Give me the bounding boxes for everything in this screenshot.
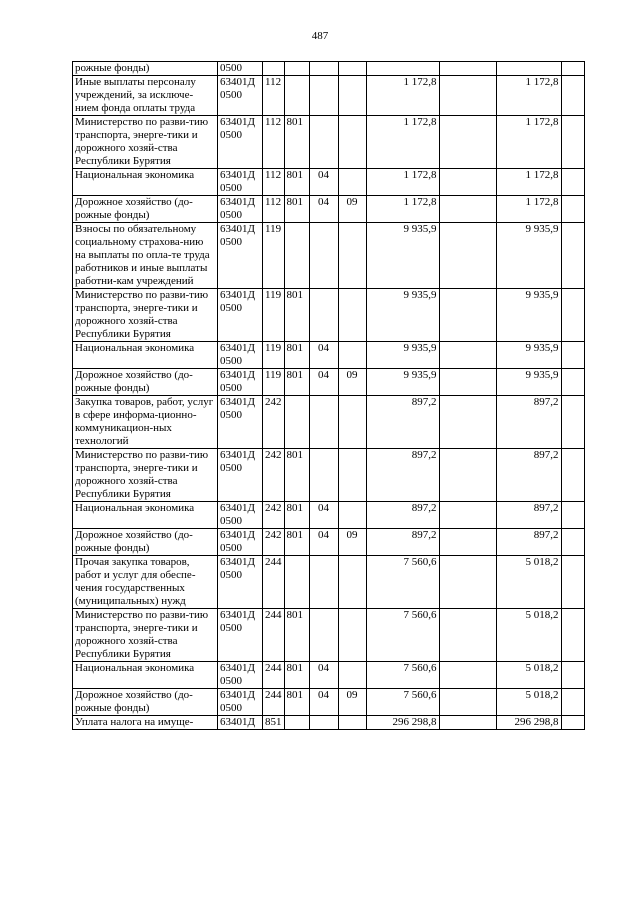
row-code: 63401Д 0500 xyxy=(218,369,263,396)
row-empty-cell xyxy=(561,449,584,502)
row-subsection xyxy=(338,716,366,730)
row-empty-cell xyxy=(439,716,496,730)
row-amount: 9 935,9 xyxy=(366,342,439,369)
row-amount: 7 560,6 xyxy=(366,556,439,609)
row-expense-type: 244 xyxy=(263,609,285,662)
row-empty-cell xyxy=(561,369,584,396)
row-subsection xyxy=(338,342,366,369)
row-ministry-code: 801 xyxy=(284,289,309,342)
row-section xyxy=(309,716,338,730)
row-name: Уплата налога на имуще- xyxy=(73,716,218,730)
row-name: Министерство по разви-тию транспорта, энерге-тики и дорожного хозяй-ства Республики Бурятия xyxy=(73,289,218,342)
row-empty-cell xyxy=(561,169,584,196)
row-empty-cell xyxy=(561,609,584,662)
row-expense-type: 244 xyxy=(263,689,285,716)
row-expense-type: 851 xyxy=(263,716,285,730)
row-code: 63401Д 0500 xyxy=(218,342,263,369)
budget-table-body xyxy=(73,62,585,730)
row-amount-2: 1 172,8 xyxy=(496,169,561,196)
row-expense-type: 242 xyxy=(263,449,285,502)
row-empty-cell xyxy=(439,342,496,369)
row-empty-cell xyxy=(561,223,584,289)
row-empty-cell xyxy=(561,76,584,116)
row-code: 63401Д 0500 xyxy=(218,76,263,116)
row-section xyxy=(309,62,338,76)
row-ministry-code: 801 xyxy=(284,529,309,556)
row-name: Прочая закупка товаров, работ и услуг для обеспе-чения государственных (муниципальных) нужд xyxy=(73,556,218,609)
row-empty-cell xyxy=(439,223,496,289)
row-expense-type: 119 xyxy=(263,289,285,342)
row-empty-cell xyxy=(439,62,496,76)
row-expense-type: 242 xyxy=(263,529,285,556)
row-empty-cell xyxy=(439,116,496,169)
row-empty-cell xyxy=(561,529,584,556)
table-row xyxy=(73,609,585,662)
row-name: Иные выплаты персоналу учреждений, за исключе-нием фонда оплаты труда xyxy=(73,76,218,116)
row-code: 63401Д 0500 xyxy=(218,556,263,609)
row-expense-type: 112 xyxy=(263,196,285,223)
row-empty-cell xyxy=(439,529,496,556)
budget-table xyxy=(72,61,585,730)
row-subsection: 09 xyxy=(338,529,366,556)
row-name: Национальная экономика xyxy=(73,169,218,196)
row-amount: 1 172,8 xyxy=(366,116,439,169)
row-amount-2: 5 018,2 xyxy=(496,689,561,716)
row-empty-cell xyxy=(561,716,584,730)
row-code: 63401Д 0500 xyxy=(218,609,263,662)
row-expense-type: 244 xyxy=(263,556,285,609)
table-row xyxy=(73,62,585,76)
row-empty-cell xyxy=(439,169,496,196)
row-amount: 7 560,6 xyxy=(366,689,439,716)
row-name: Министерство по разви-тию транспорта, энерге-тики и дорожного хозяй-ства Республики Бурятия xyxy=(73,609,218,662)
row-amount: 296 298,8 xyxy=(366,716,439,730)
table-row xyxy=(73,689,585,716)
row-subsection: 09 xyxy=(338,369,366,396)
row-name: Закупка товаров, работ, услуг в сфере информа-ционно-коммуникацион-ных технологий xyxy=(73,396,218,449)
table-row xyxy=(73,502,585,529)
row-empty-cell xyxy=(561,116,584,169)
row-empty-cell xyxy=(439,449,496,502)
page-number: 487 xyxy=(311,30,329,42)
table-row xyxy=(73,223,585,289)
row-expense-type: 119 xyxy=(263,223,285,289)
row-amount: 9 935,9 xyxy=(366,289,439,342)
row-name: Дорожное хозяйство (до-рожные фонды) xyxy=(73,529,218,556)
row-ministry-code: 801 xyxy=(284,689,309,716)
row-expense-type: 112 xyxy=(263,169,285,196)
row-subsection xyxy=(338,609,366,662)
row-amount-2: 5 018,2 xyxy=(496,556,561,609)
table-row xyxy=(73,169,585,196)
table-row xyxy=(73,196,585,223)
row-ministry-code: 801 xyxy=(284,116,309,169)
row-empty-cell xyxy=(439,289,496,342)
row-amount: 9 935,9 xyxy=(366,223,439,289)
row-amount: 1 172,8 xyxy=(366,196,439,223)
row-ministry-code: 801 xyxy=(284,342,309,369)
row-amount-2: 9 935,9 xyxy=(496,342,561,369)
row-ministry-code xyxy=(284,62,309,76)
row-section: 04 xyxy=(309,196,338,223)
row-code: 63401Д 0500 xyxy=(218,396,263,449)
table-row xyxy=(73,369,585,396)
row-section: 04 xyxy=(309,689,338,716)
row-amount-2: 897,2 xyxy=(496,449,561,502)
table-row xyxy=(73,76,585,116)
row-section xyxy=(309,396,338,449)
row-section: 04 xyxy=(309,342,338,369)
row-code: 63401Д 0500 xyxy=(218,116,263,169)
row-amount: 897,2 xyxy=(366,396,439,449)
row-ministry-code: 801 xyxy=(284,609,309,662)
row-section xyxy=(309,223,338,289)
table-row xyxy=(73,556,585,609)
row-code: 63401Д 0500 xyxy=(218,169,263,196)
row-code: 63401Д 0500 xyxy=(218,449,263,502)
row-expense-type: 119 xyxy=(263,369,285,396)
row-expense-type: 242 xyxy=(263,502,285,529)
row-name: Министерство по разви-тию транспорта, энерге-тики и дорожного хозяй-ства Республики Бурятия xyxy=(73,449,218,502)
row-empty-cell xyxy=(439,76,496,116)
row-amount-2: 1 172,8 xyxy=(496,196,561,223)
row-name: Национальная экономика xyxy=(73,502,218,529)
row-amount: 897,2 xyxy=(366,449,439,502)
row-amount-2: 1 172,8 xyxy=(496,76,561,116)
row-amount-2: 296 298,8 xyxy=(496,716,561,730)
row-section xyxy=(309,116,338,169)
row-name: Дорожное хозяйство (до-рожные фонды) xyxy=(73,689,218,716)
row-empty-cell xyxy=(561,289,584,342)
row-ministry-code xyxy=(284,716,309,730)
row-code: 63401Д 0500 xyxy=(218,196,263,223)
row-amount-2: 897,2 xyxy=(496,502,561,529)
row-section xyxy=(309,289,338,342)
row-section xyxy=(309,76,338,116)
row-subsection xyxy=(338,449,366,502)
table-row xyxy=(73,716,585,730)
row-empty-cell xyxy=(561,556,584,609)
row-subsection xyxy=(338,169,366,196)
row-section: 04 xyxy=(309,502,338,529)
row-name: Дорожное хозяйство (до-рожные фонды) xyxy=(73,369,218,396)
row-amount-2: 897,2 xyxy=(496,529,561,556)
row-name: рожные фонды) xyxy=(73,62,218,76)
row-ministry-code: 801 xyxy=(284,196,309,223)
row-empty-cell xyxy=(561,196,584,223)
row-name: Национальная экономика xyxy=(73,342,218,369)
table-row xyxy=(73,396,585,449)
row-expense-type: 242 xyxy=(263,396,285,449)
row-amount-2: 9 935,9 xyxy=(496,369,561,396)
table-row xyxy=(73,289,585,342)
row-empty-cell xyxy=(439,196,496,223)
row-subsection: 09 xyxy=(338,196,366,223)
row-subsection xyxy=(338,502,366,529)
row-section: 04 xyxy=(309,662,338,689)
row-name: Дорожное хозяйство (до-рожные фонды) xyxy=(73,196,218,223)
row-ministry-code xyxy=(284,396,309,449)
row-amount: 7 560,6 xyxy=(366,662,439,689)
row-amount: 897,2 xyxy=(366,529,439,556)
row-code: 0500 xyxy=(218,62,263,76)
row-ministry-code xyxy=(284,76,309,116)
row-subsection xyxy=(338,662,366,689)
row-subsection xyxy=(338,396,366,449)
row-amount: 1 172,8 xyxy=(366,76,439,116)
row-code: 63401Д 0500 xyxy=(218,689,263,716)
row-ministry-code xyxy=(284,556,309,609)
table-row xyxy=(73,662,585,689)
row-name: Взносы по обязательному социальному страхова-нию на выплаты по опла-те труда работников и иные выплаты работни-кам учреждений xyxy=(73,223,218,289)
row-code: 63401Д 0500 xyxy=(218,223,263,289)
row-empty-cell xyxy=(439,396,496,449)
row-section xyxy=(309,449,338,502)
row-amount-2: 9 935,9 xyxy=(496,223,561,289)
row-expense-type: 244 xyxy=(263,662,285,689)
row-amount: 9 935,9 xyxy=(366,369,439,396)
row-empty-cell xyxy=(561,62,584,76)
row-subsection xyxy=(338,223,366,289)
row-section xyxy=(309,556,338,609)
row-code: 63401Д 0500 xyxy=(218,529,263,556)
row-empty-cell xyxy=(561,502,584,529)
row-empty-cell xyxy=(561,689,584,716)
row-amount-2: 5 018,2 xyxy=(496,662,561,689)
row-empty-cell xyxy=(561,662,584,689)
table-row xyxy=(73,342,585,369)
row-subsection xyxy=(338,62,366,76)
row-name: Национальная экономика xyxy=(73,662,218,689)
row-subsection xyxy=(338,76,366,116)
row-section: 04 xyxy=(309,529,338,556)
table-row xyxy=(73,449,585,502)
row-ministry-code: 801 xyxy=(284,169,309,196)
row-amount-2: 5 018,2 xyxy=(496,609,561,662)
row-subsection xyxy=(338,556,366,609)
row-expense-type: 119 xyxy=(263,342,285,369)
row-ministry-code: 801 xyxy=(284,449,309,502)
row-section: 04 xyxy=(309,169,338,196)
row-empty-cell xyxy=(439,369,496,396)
row-code: 63401Д 0500 xyxy=(218,662,263,689)
row-subsection: 09 xyxy=(338,689,366,716)
row-amount xyxy=(366,62,439,76)
row-section xyxy=(309,609,338,662)
row-ministry-code: 801 xyxy=(284,369,309,396)
row-code: 63401Д 0500 xyxy=(218,289,263,342)
row-section: 04 xyxy=(309,369,338,396)
row-amount-2: 1 172,8 xyxy=(496,116,561,169)
row-amount: 1 172,8 xyxy=(366,169,439,196)
row-code: 63401Д 0500 xyxy=(218,502,263,529)
row-ministry-code xyxy=(284,223,309,289)
row-empty-cell xyxy=(439,556,496,609)
row-empty-cell xyxy=(439,689,496,716)
row-amount-2: 897,2 xyxy=(496,396,561,449)
row-empty-cell xyxy=(561,396,584,449)
table-row xyxy=(73,529,585,556)
row-amount-2: 9 935,9 xyxy=(496,289,561,342)
row-code: 63401Д xyxy=(218,716,263,730)
row-ministry-code: 801 xyxy=(284,662,309,689)
row-empty-cell xyxy=(439,662,496,689)
row-subsection xyxy=(338,289,366,342)
row-expense-type xyxy=(263,62,285,76)
row-expense-type: 112 xyxy=(263,116,285,169)
row-name: Министерство по разви-тию транспорта, энерге-тики и дорожного хозяй-ства Республики Бурятия xyxy=(73,116,218,169)
row-ministry-code: 801 xyxy=(284,502,309,529)
row-empty-cell xyxy=(561,342,584,369)
row-amount-2 xyxy=(496,62,561,76)
table-row xyxy=(73,116,585,169)
row-subsection xyxy=(338,116,366,169)
row-expense-type: 112 xyxy=(263,76,285,116)
row-empty-cell xyxy=(439,609,496,662)
row-empty-cell xyxy=(439,502,496,529)
row-amount: 7 560,6 xyxy=(366,609,439,662)
row-amount: 897,2 xyxy=(366,502,439,529)
